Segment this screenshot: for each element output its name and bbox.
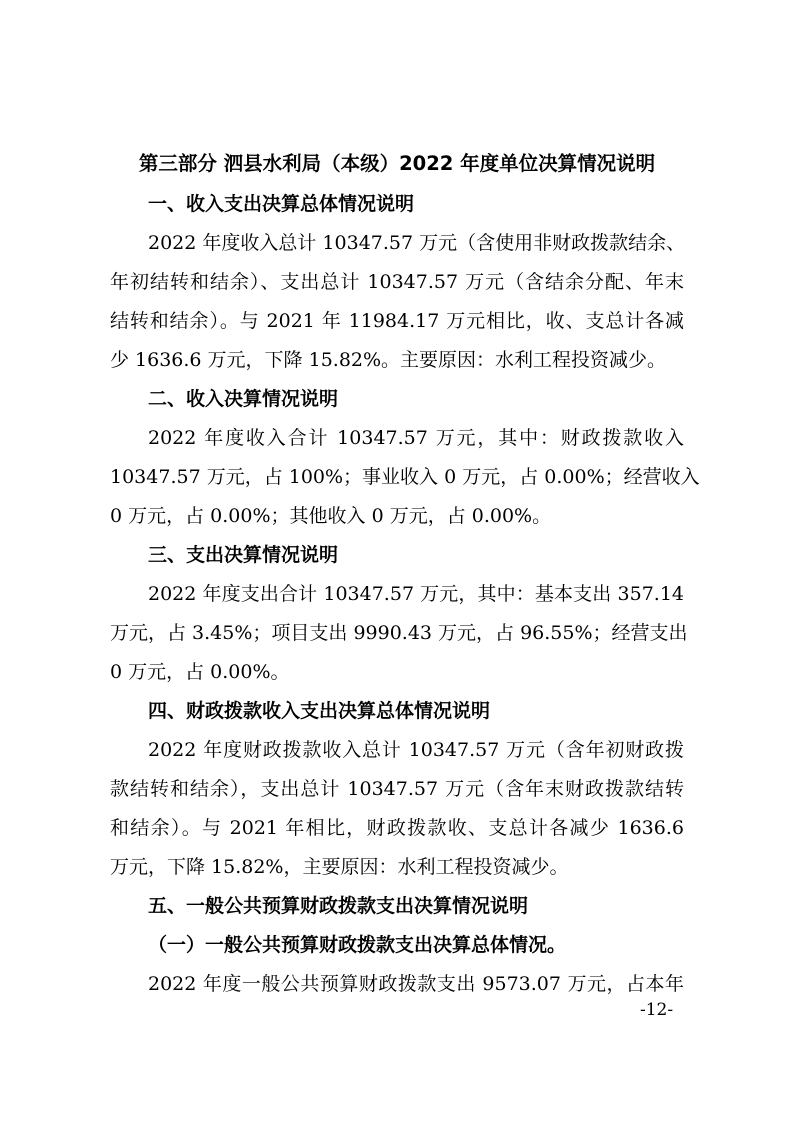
subsection-heading-general-budget-overview: （一）一般公共预算财政拨款支出决算总体情况。 [148,934,567,956]
paragraph-line: 0 万元，占 0.00%。 [110,661,290,683]
paragraph-line: 0 万元，占 0.00%；其他收入 0 万元，占 0.00%。 [110,505,552,527]
section-heading-fiscal-appropriation: 四、财政拨款收入支出决算总体情况说明 [148,700,491,722]
paragraph-line: 少 1636.6 万元，下降 15.82%。主要原因：水利工程投资减少。 [110,349,667,371]
paragraph-line: 2022 年度支出合计 10347.57 万元，其中：基本支出 357.14 [148,583,684,605]
paragraph-line: 10347.57 万元，占 100%；事业收入 0 万元，占 0.00%；经营收入 [110,466,700,488]
section-heading-general-public-budget: 五、一般公共预算财政拨款支出决算情况说明 [148,895,529,917]
paragraph-line: 款结转和结余），支出总计 10347.57 万元（含年末财政拨款结转 [110,778,684,800]
paragraph-line: 2022 年度一般公共预算财政拨款支出 9573.07 万元，占本年 [148,973,684,995]
paragraph-line: 和结余）。与 2021 年相比，财政拨款收、支总计各减少 1636.6 [110,817,684,839]
document-title: 第三部分 泗县水利局（本级）2022 年度单位决算情况说明 [138,152,656,175]
paragraph-line: 万元，占 3.45%；项目支出 9990.43 万元，占 96.55%；经营支出 [110,622,688,644]
paragraph-line: 2022 年度财政拨款收入总计 10347.57 万元（含年初财政拨 [148,739,684,761]
paragraph-line: 年初结转和结余）、支出总计 10347.57 万元（含结余分配、年末 [110,271,684,293]
section-heading-expenditure: 三、支出决算情况说明 [148,544,339,566]
paragraph-line: 万元，下降 15.82%，主要原因：水利工程投资减少。 [110,856,569,878]
section-heading-income-expenditure-overview: 一、收入支出决算总体情况说明 [148,193,415,215]
paragraph-line: 2022 年度收入合计 10347.57 万元，其中：财政拨款收入 [148,427,684,449]
page-number: -12- [640,1000,674,1020]
section-heading-income: 二、收入决算情况说明 [148,388,339,410]
paragraph-line: 结转和结余）。与 2021 年 11984.17 万元相比，收、支总计各减 [110,310,684,332]
paragraph-line: 2022 年度收入总计 10347.57 万元（含使用非财政拨款结余、 [148,232,686,254]
